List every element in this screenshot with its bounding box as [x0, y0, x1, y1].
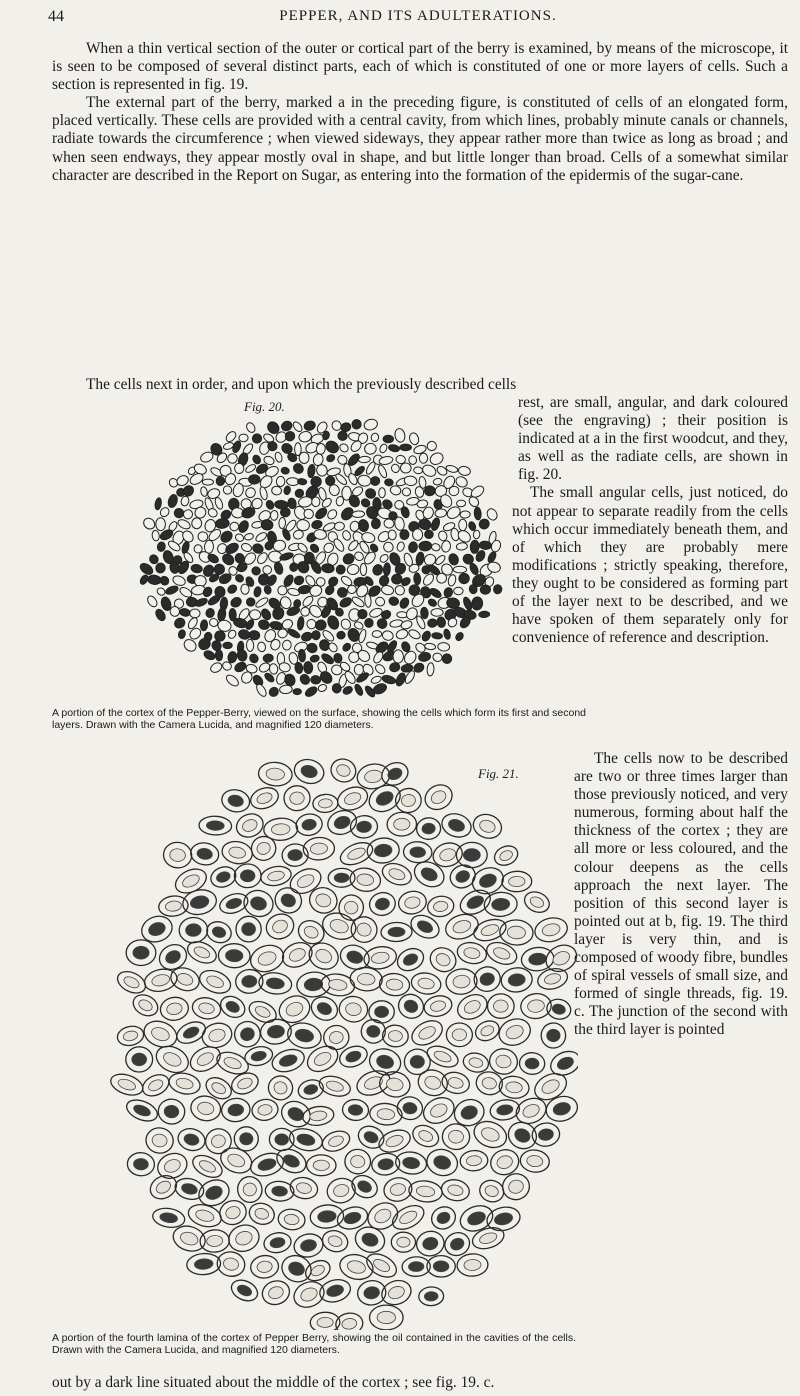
paragraph-4: The small angular cells, just noticed, do not appear to separate readily from the cells which occur immediately beneath them, and of which they are probably mere modifications ; strictly speaking, therefore, they ought to be considered as forming part of the layer next to be described, and we have spoken of them separately only for convenience of reference and description. — [512, 484, 788, 647]
paragraph-3-first-line: The cells next in order, and upon which the previously described cells — [86, 376, 517, 393]
figure-21-engraving — [98, 754, 578, 1330]
right-column-text — [512, 394, 788, 647]
figure-20-engraving — [130, 418, 514, 706]
fourth-lamina-cells-engraving — [98, 754, 578, 1330]
right-column-text-lower — [574, 750, 788, 1040]
paragraph-1: When a thin vertical section of the outer or cortical part of the berry is examined, by means of the microscope, it is seen to be composed of several distinct parts, each of which is constituted of one or more layers of cells. Such a section is represented in fig. 19. — [52, 40, 788, 94]
paragraph-3-continued: rest, are small, angular, and dark coloured (see the engraving) ; their position is indicated at a in the first woodcut, and they, as well as the radiate cells, are shown in fig. 20. — [518, 394, 788, 484]
body-text-top — [52, 40, 788, 185]
figure-21-caption: A portion of the fourth lamina of the cortex of Pepper Berry, showing the oil contained in the cavities of the cells. Drawn with the Camera Lucida, and magnified 120 diameters. — [52, 1332, 576, 1356]
figure-21-label: Fig. 21. — [478, 766, 519, 781]
running-header — [48, 6, 788, 32]
paragraph-2: The external part of the berry, marked a in the preceding figure, is constituted of cells of an elongated form, placed vertically. These cells are provided with a central cavity, from which lines, probably minute canals or channels, radiate towards the circumference ; when viewed sideways, they appear rather more than twice as long as broad ; and when seen endways, they appear mostly oval in shape, and but little longer than broad. Cells of a somewhat similar character are described in the Report on Sugar, as entering into the formation of the epidermis of the sugar-cane. — [52, 94, 788, 184]
final-line: out by a dark line situated about the middle of the cortex ; see fig. 19. c. — [52, 1374, 495, 1391]
cortex-surface-cells-engraving — [130, 418, 514, 706]
paragraph-5: The cells now to be described are two or three times larger than those previously noticed, and very numerous, forming about half the thickness of the cortex ; they are all more or less coloured, and the colour deepens as the cells approach the next layer. The position of this second layer is pointed out at b, fig. 19. The third layer is very thin, and is composed of woody fibre, bundles of spiral vessels of small size, and formed of single threads, fig. 19. c. The junction of the second with the third layer is pointed — [574, 750, 788, 1039]
figure-20-caption: A portion of the cortex of the Pepper-Berry, viewed on the surface, showing the cells which form its first and second layers. Drawn with the Camera Lucida, and magnified 120 diameters. — [52, 707, 586, 731]
page-number: 44 — [48, 8, 64, 25]
figure-20-label: Fig. 20. — [244, 399, 285, 414]
running-title: PEPPER, AND ITS ADULTERATIONS. — [279, 8, 557, 24]
